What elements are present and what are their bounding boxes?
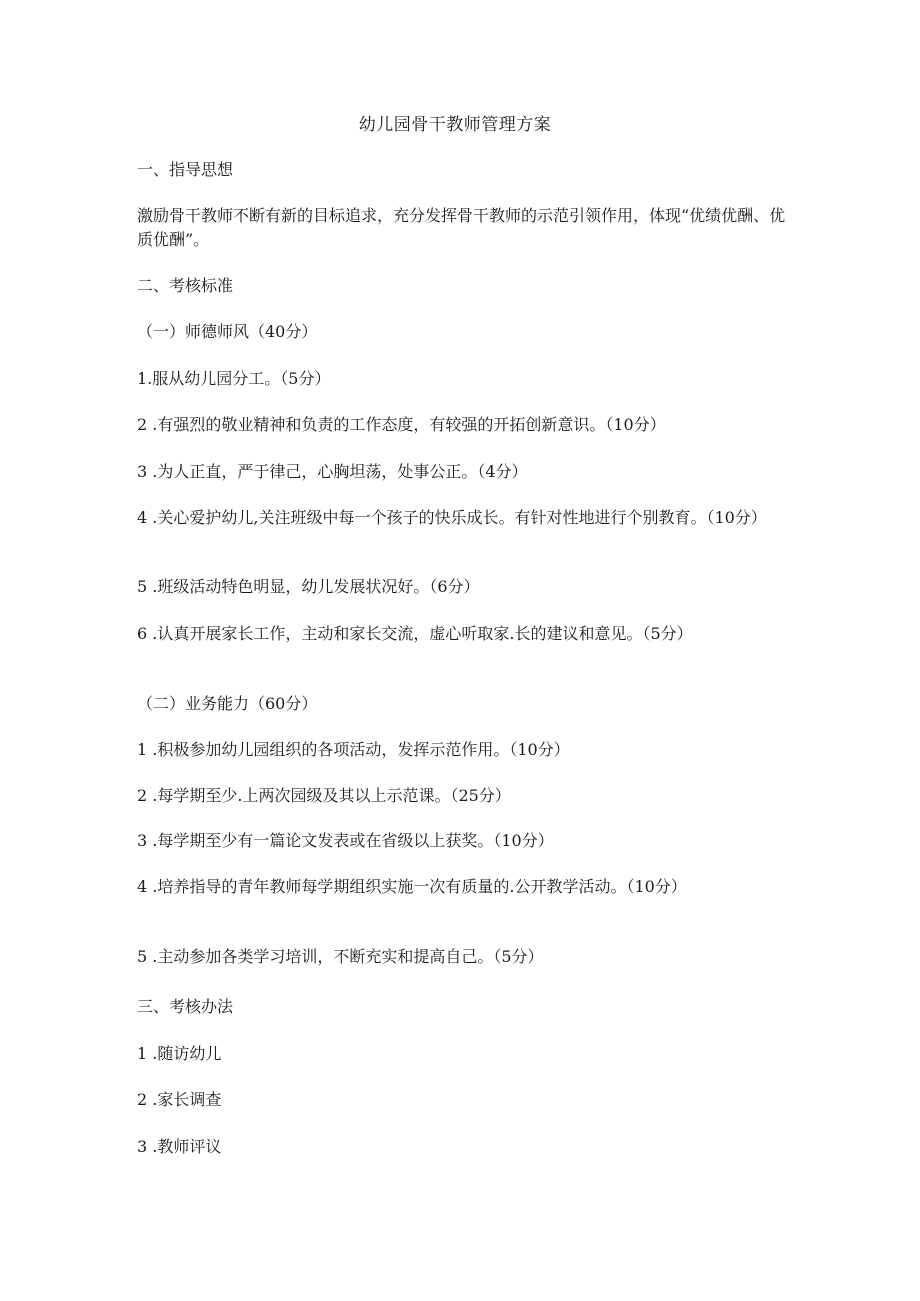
section-heading-guiding-ideology: 一、指导思想	[137, 160, 234, 179]
ability-item-4: 4 .培养指导的青年教师每学期组织实施一次有质量的.公开教学活动。（10分）	[137, 877, 687, 896]
subsection-heading-professional-ability: （二）业务能力（60分）	[137, 694, 318, 713]
ethics-item-5: 5 .班级活动特色明显，幼儿发展状况好。（6分）	[137, 577, 480, 596]
ethics-item-6: 6 .认真开展家长工作，主动和家长交流，虚心听取家.长的建议和意见。（5分）	[137, 624, 693, 643]
ability-item-5: 5 .主动参加各类学习培训，不断充实和提高自己。（5分）	[137, 947, 544, 966]
method-item-1: 1 .随访幼儿	[137, 1044, 222, 1063]
section-heading-assessment-methods: 三、考核办法	[137, 997, 234, 1016]
ability-item-1: 1 .积极参加幼儿园组织的各项活动，发挥示范作用。（10分）	[137, 740, 570, 759]
subsection-heading-ethics: （一）师德师风（40分）	[137, 322, 318, 341]
guiding-ideology-text: 激励骨干教师不断有新的目标追求，充分发挥骨干教师的示范引领作用，体现“优绩优酬、优质优酬”。	[137, 206, 786, 249]
section-heading-assessment-standards: 二、考核标准	[137, 276, 234, 295]
ethics-item-2: 2 .有强烈的敬业精神和负责的工作态度，有较强的开拓创新意识。（10分）	[137, 415, 666, 434]
ethics-item-4: 4 .关心爱护幼儿,关注班级中每一个孩子的快乐成长。有针对性地进行个别教育。（10分）	[137, 508, 767, 527]
ability-item-2: 2 .每学期至少.上两次园级及其以上示范课。（25分）	[137, 786, 511, 805]
ethics-item-3: 3 .为人正直，严于律己，心胸坦荡，处事公正。（4分）	[137, 462, 528, 481]
document-title: 幼儿园骨干教师管理方案	[358, 115, 552, 135]
method-item-2: 2 .家长调查	[137, 1090, 222, 1109]
ability-item-3: 3 .每学期至少有一篇论文发表或在省级以上获奖。（10分）	[137, 831, 554, 850]
method-item-3: 3 .教师评议	[137, 1137, 222, 1156]
ethics-item-1: 1.服从幼儿园分工。（5分）	[137, 369, 331, 388]
